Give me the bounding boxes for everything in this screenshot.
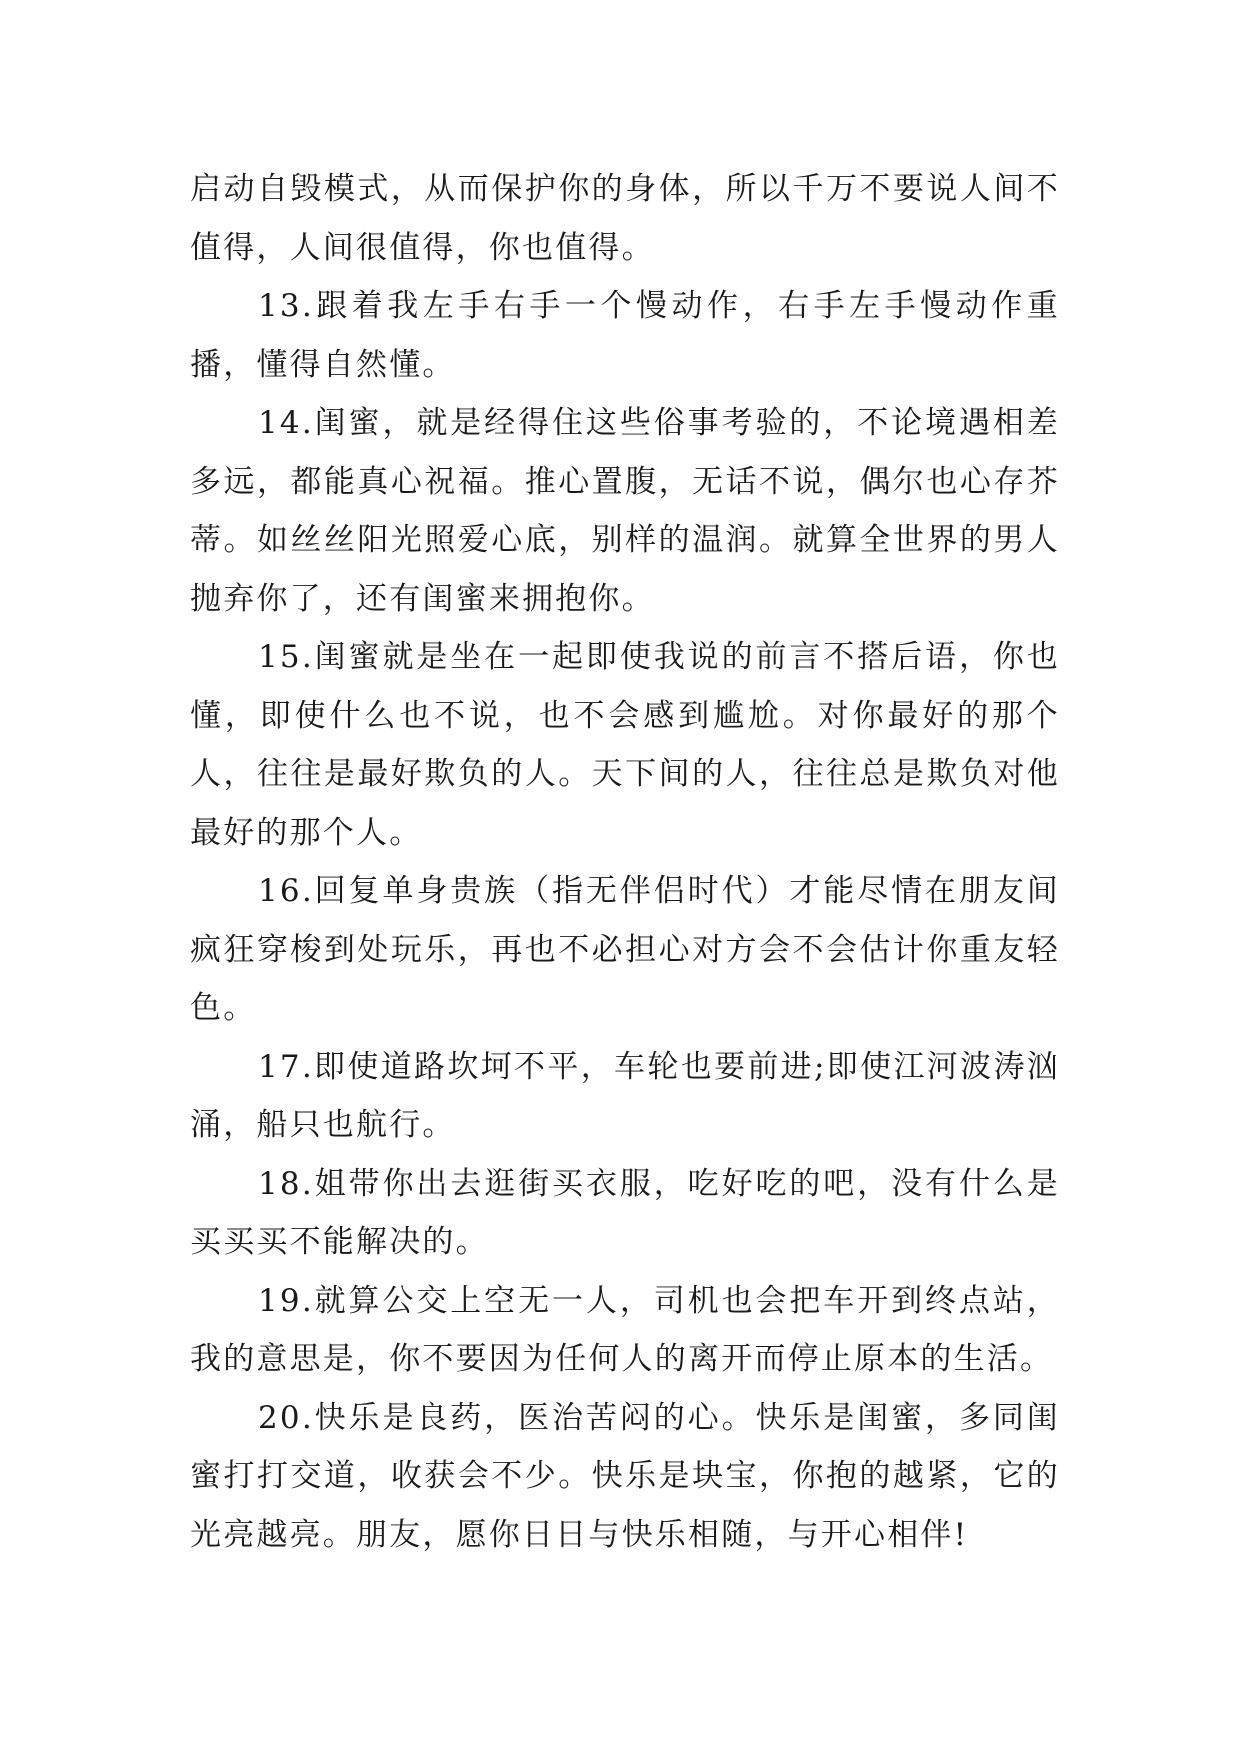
paragraph-item-13: 13.跟着我左手右手一个慢动作，右手左手慢动作重播，懂得自然懂。	[190, 288, 1060, 383]
paragraph-item-19: 19.就算公交上空无一人，司机也会把车开到终点站，我的意思是，你不要因为任何人的离开而停止原本的生活。	[190, 1282, 1060, 1377]
paragraph-continuation: 启动自毁模式，从而保护你的身体，所以千万不要说人间不值得，人间很值得，你也值得。	[190, 171, 1060, 266]
paragraph-item-16: 16.回复单身贵族（指无伴侣时代）才能尽情在朋友间疯狂穿梭到处玩乐，再也不必担心对方会不会估计你重友轻色。	[190, 873, 1060, 1026]
paragraph-item-17: 17.即使道路坎坷不平，车轮也要前进;即使江河波涛汹涌，船只也航行。	[190, 1048, 1060, 1143]
paragraph-item-15: 15.闺蜜就是坐在一起即使我说的前言不搭后语，你也懂，即使什么也不说，也不会感到尴尬。对你最好的那个人，往往是最好欺负的人。天下间的人，往往总是欺负对他最好的那个人。	[190, 639, 1060, 851]
paragraph-item-20: 20.快乐是良药，医治苦闷的心。快乐是闺蜜，多同闺蜜打打交道，收获会不少。快乐是块宝，你抱的越紧，它的光亮越亮。朋友，愿你日日与快乐相随，与开心相伴!	[190, 1399, 1060, 1553]
paragraph-item-14: 14.闺蜜，就是经得住这些俗事考验的，不论境遇相差多远，都能真心祝福。推心置腹，无话不说，偶尔也心存芥蒂。如丝丝阳光照爱心底，别样的温润。就算全世界的男人抛弃你了，还有闺蜜来拥抱你。	[190, 405, 1060, 617]
document-body	[190, 160, 1060, 1564]
paragraph-item-18: 18.姐带你出去逛街买衣服，吃好吃的吧，没有什么是买买买不能解决的。	[190, 1165, 1060, 1260]
